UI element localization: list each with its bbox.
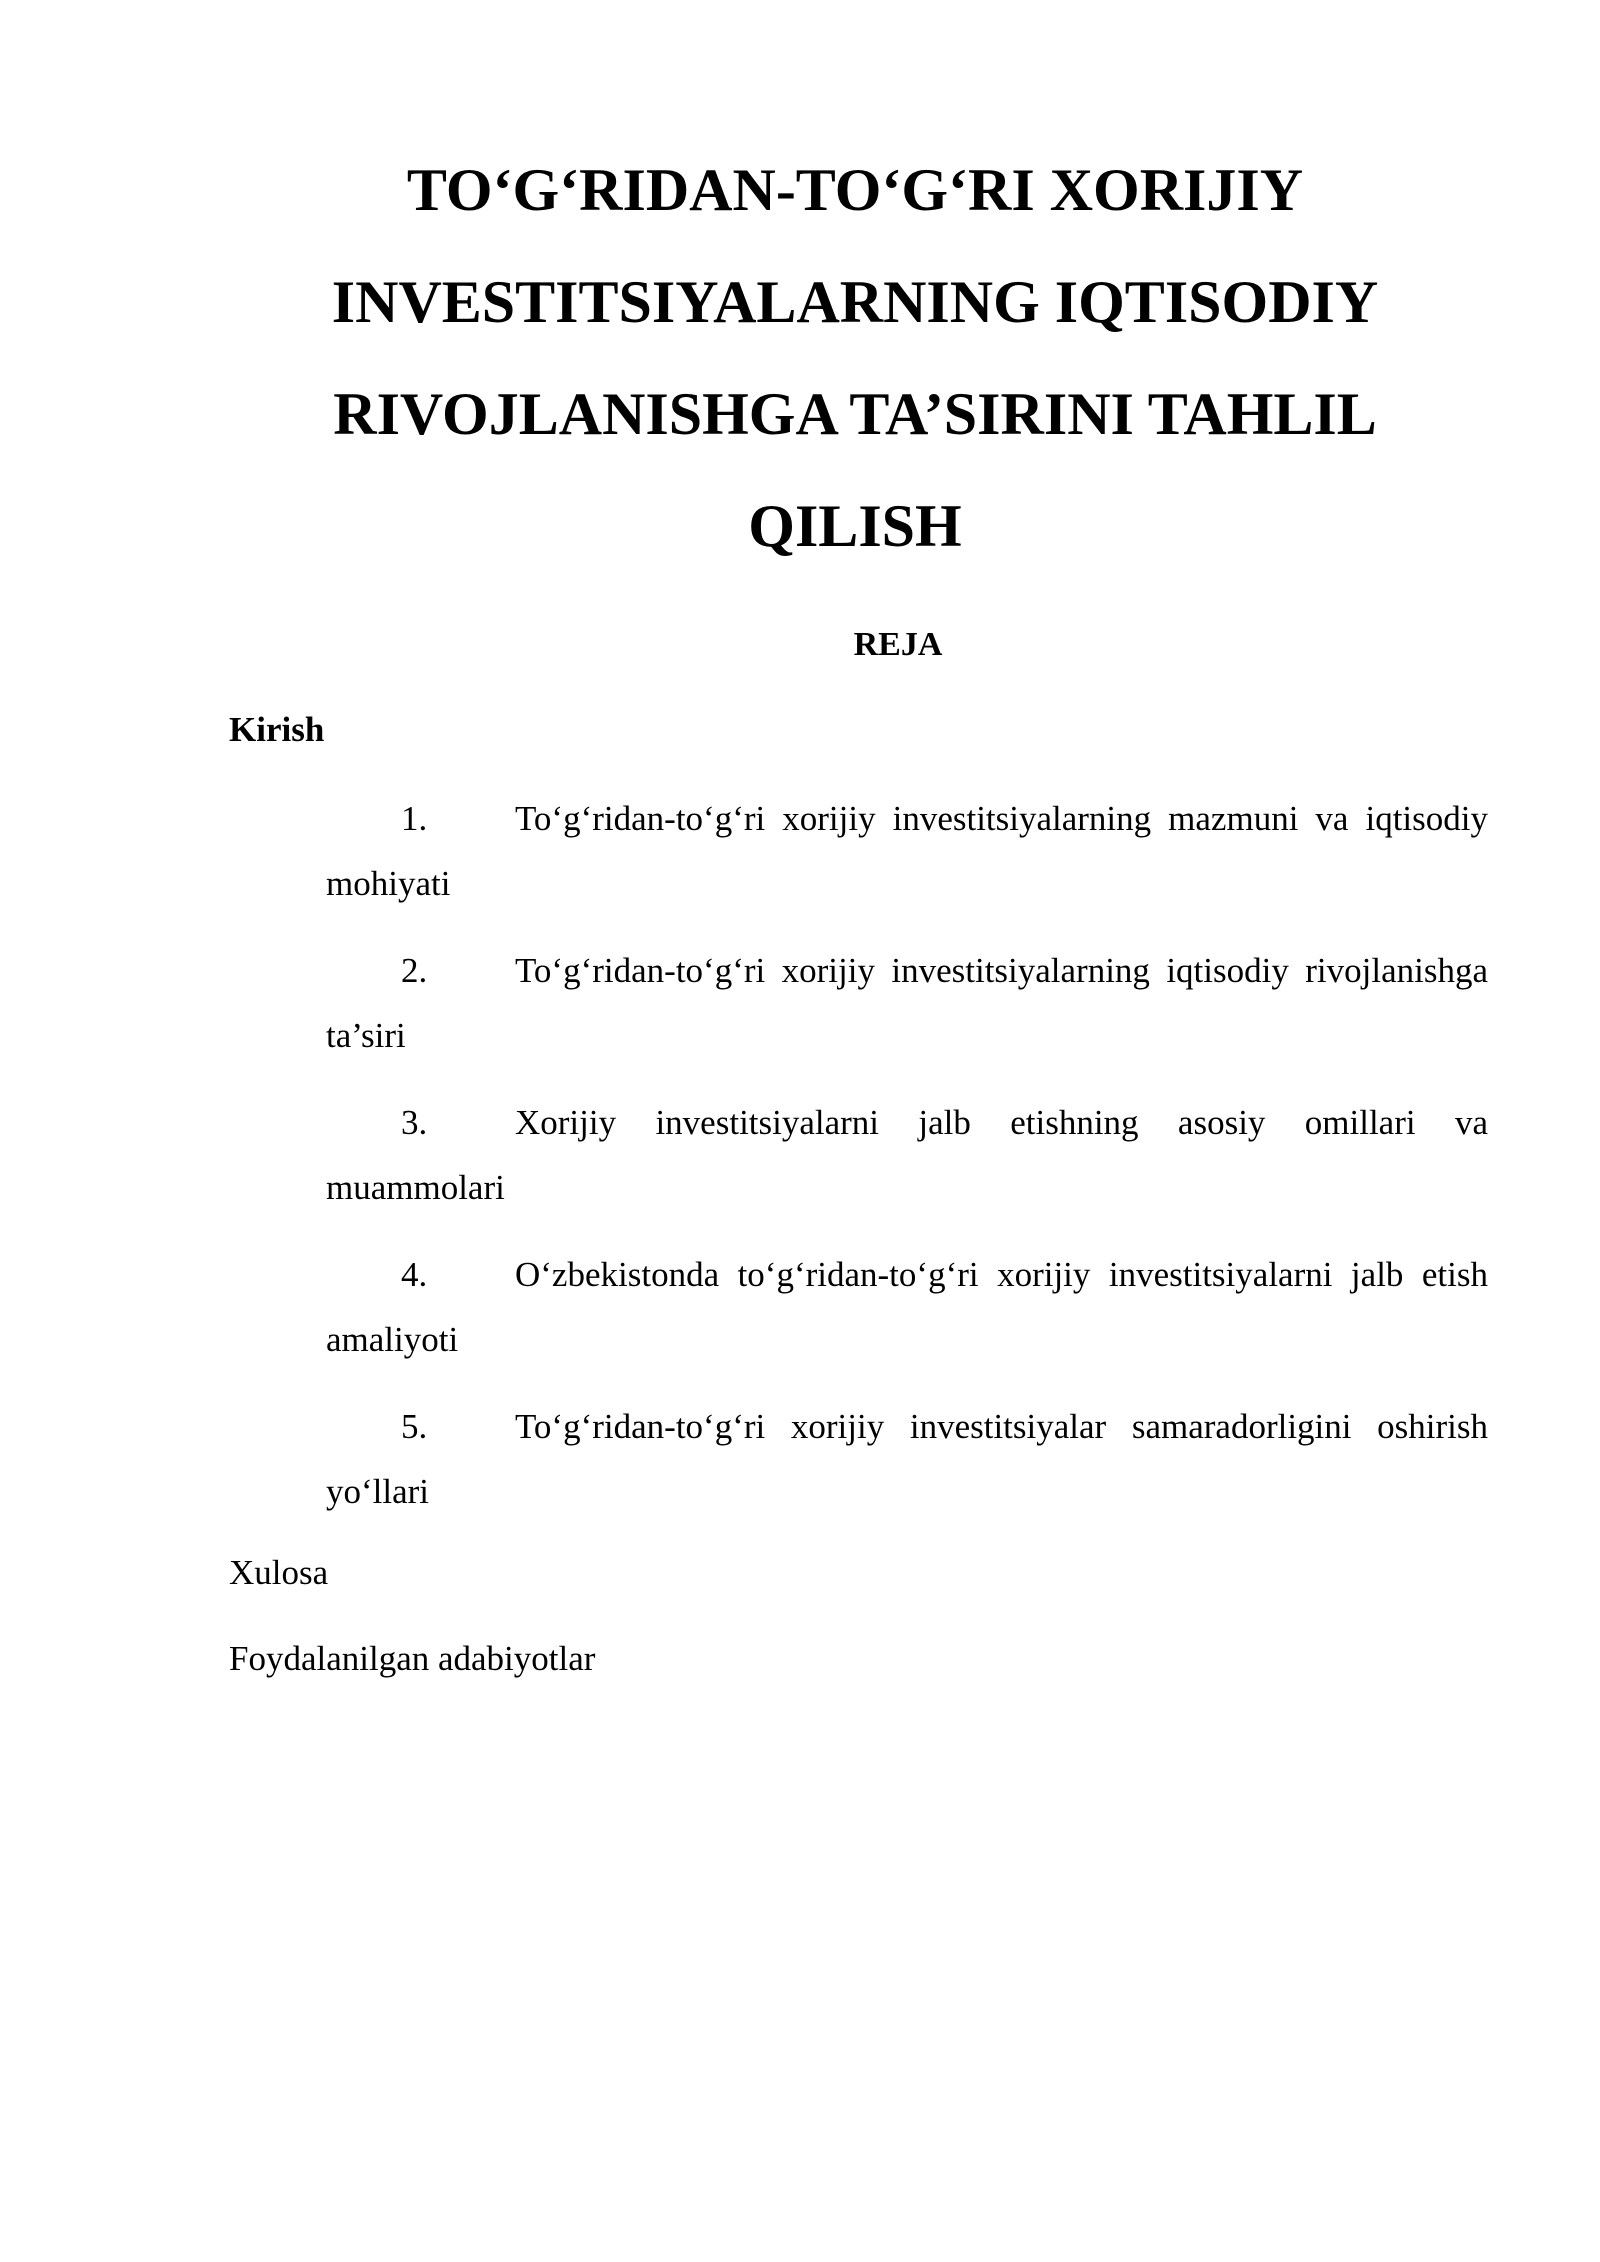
references-heading: Foydalanilgan adabiyotlar bbox=[229, 1639, 596, 1678]
intro-heading: Kirish bbox=[229, 710, 325, 749]
document-title: TO‘G‘RIDAN-TO‘G‘RI XORIJIY INVESTITSIYALARNING IQTISODIY RIVOJLANISHGA TA’SIRINI TAHLIL QILISH bbox=[331, 157, 1379, 559]
plan-item-text: To‘g‘ridan-to‘g‘ri xorijiy investitsiyalarning iqtisodiy rivojlanishga ta’siri bbox=[326, 951, 1488, 1055]
plan-item-number: 2. bbox=[401, 951, 428, 990]
plan-item-text: To‘g‘ridan-to‘g‘ri xorijiy investitsiyalar samaradorligini oshirish yo‘llari bbox=[326, 1407, 1488, 1511]
plan-item-3 bbox=[326, 1090, 1488, 1220]
conclusion-heading: Xulosa bbox=[229, 1553, 329, 1592]
plan-heading: REJA bbox=[853, 626, 943, 663]
plan-item-5 bbox=[326, 1394, 1488, 1524]
plan-item-2 bbox=[326, 938, 1488, 1068]
plan-item-number: 5. bbox=[401, 1407, 428, 1446]
plan-item-text: O‘zbekistonda to‘g‘ridan-to‘g‘ri xorijiy investitsiyalarni jalb etish amaliyoti bbox=[326, 1255, 1488, 1359]
plan-item-4 bbox=[326, 1242, 1488, 1372]
plan-item-text: To‘g‘ridan-to‘g‘ri xorijiy investitsiyalarning mazmuni va iqtisodiy mohiyati bbox=[326, 799, 1488, 903]
plan-item-number: 3. bbox=[401, 1103, 428, 1142]
plan-list bbox=[326, 786, 1488, 1546]
plan-item-number: 4. bbox=[401, 1255, 428, 1294]
plan-item-number: 1. bbox=[401, 799, 428, 838]
plan-item-1 bbox=[326, 786, 1488, 916]
plan-item-text: Xorijiy investitsiyalarni jalb etishning asosiy omillari va muammolari bbox=[326, 1103, 1488, 1207]
